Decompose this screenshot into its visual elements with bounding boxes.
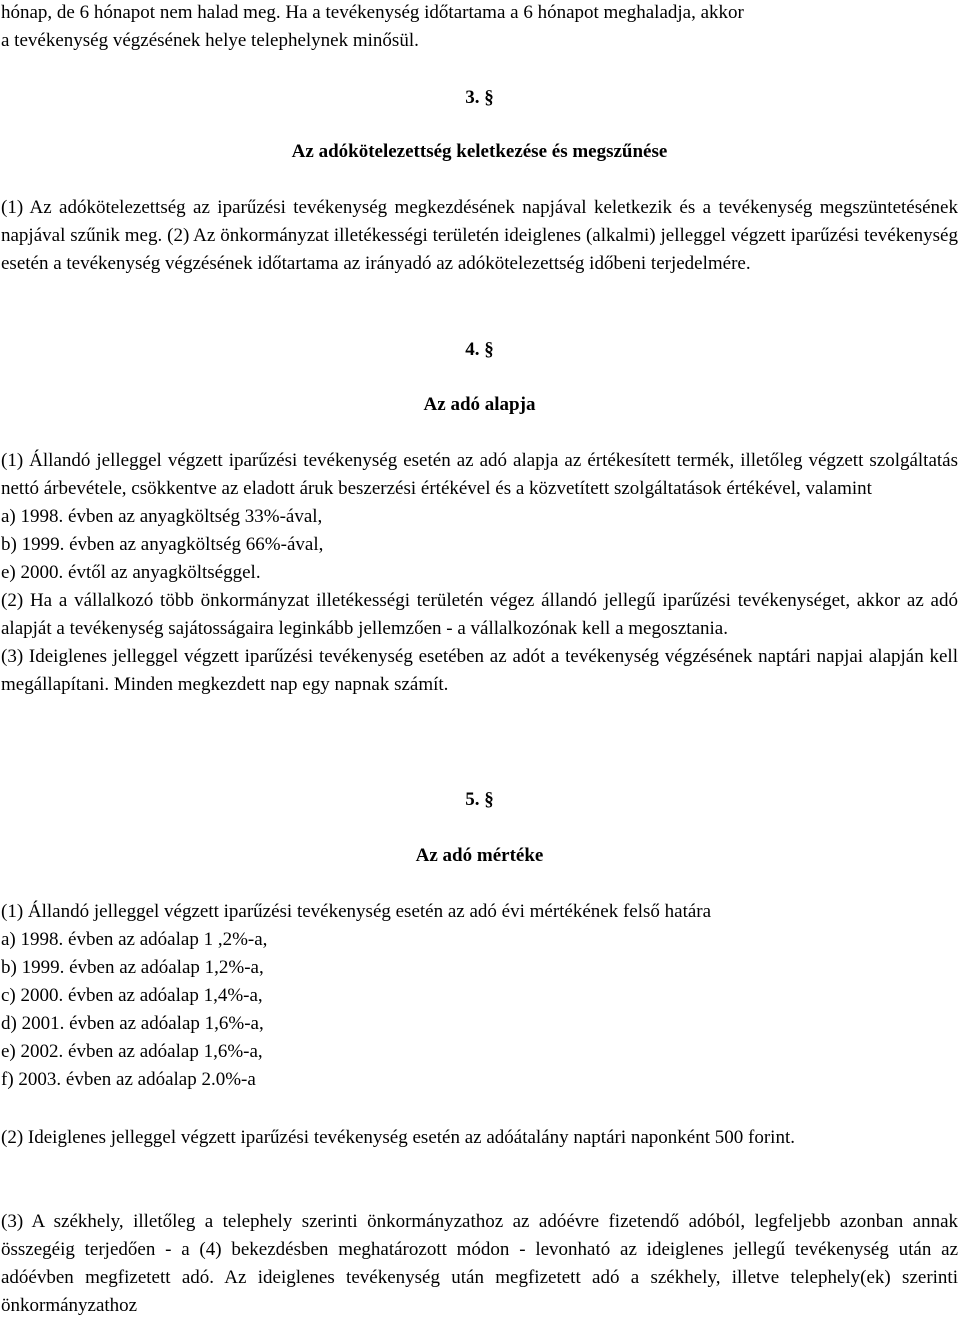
section-5-item-a: a) 1998. évben az adóalap 1 ,2%-a, bbox=[1, 929, 268, 950]
section-5-item-f: f) 2003. évben az adóalap 2.0%-a bbox=[1, 1069, 256, 1090]
section-3-title: Az adókötelezettség keletkezése és megszűnése bbox=[291, 141, 668, 162]
intro-line-1: hónap, de 6 hónapot nem halad meg. Ha a tevékenység időtartama a 6 hónapot meghaladja, akkor bbox=[1, 2, 744, 23]
section-3-paragraph bbox=[1, 194, 958, 278]
section-5-item-d: d) 2001. évben az adóalap 1,6%-a, bbox=[1, 1013, 264, 1034]
intro-line-2: a tevékenység végzésének helye telephelynek minősül. bbox=[1, 30, 419, 51]
section-4-body bbox=[1, 447, 958, 699]
section-4-item-a: a) 1998. évben az anyagköltség 33%-ával, bbox=[1, 506, 323, 527]
section-3-number: 3. § bbox=[465, 87, 494, 108]
section-5-title: Az adó mértéke bbox=[415, 845, 544, 866]
section-4-number: 4. § bbox=[465, 339, 494, 360]
section-5-paragraph-3-block bbox=[1, 1208, 958, 1320]
section-4-title: Az adó alapja bbox=[423, 394, 536, 415]
section-5-paragraph-3: (3) A székhely, illetőleg a telephely szerinti önkormányzathoz az adóévre fizetendő adóból, legfeljebb azonban annak összegéig terjedően - a (4) bekezdésben meghatározott módon - levonható az ideiglenes jellegű tevékenység után az adóévben megfizetett adó. Az ideiglenes tevékenység után megfizetett adó a székhely, illetve telephely(ek) szerinti önkormányzathoz bbox=[1, 1211, 958, 1316]
section-4-item-e: e) 2000. évtől az anyagköltséggel. bbox=[1, 562, 261, 583]
section-4-item-b: b) 1999. évben az anyagköltség 66%-ával, bbox=[1, 534, 324, 555]
section-5-item-c: c) 2000. évben az adóalap 1,4%-a, bbox=[1, 985, 263, 1006]
section-5-paragraph-2-block bbox=[1, 1124, 958, 1152]
section-4-paragraph-3: (3) Ideiglenes jelleggel végzett iparűzési tevékenység esetében az adót a tevékenység végzésének naptári napjai alapján kell megállapítani. Minden megkezdett nap egy napnak számít. bbox=[1, 646, 958, 695]
section-4-paragraph-1: (1) Állandó jelleggel végzett iparűzési tevékenység esetén az adó alapja az értékesített termék, illetőleg végzett szolgáltatás nettó árbevétele, csökkentve az eladott áruk beszerzési értékével és a közvetített szolgáltatások értékével, valamint bbox=[1, 450, 958, 499]
section-5-item-e: e) 2002. évben az adóalap 1,6%-a, bbox=[1, 1041, 263, 1062]
section-4-paragraph-2: (2) Ha a vállalkozó több önkormányzat illetékességi területén végez állandó jellegű iparűzési tevékenységet, akkor az adó alapját a tevékenység sajátosságaira leginkább jellemzően - a vállalkozónak kell a megosztania. bbox=[1, 590, 958, 639]
section-5-number: 5. § bbox=[465, 789, 494, 810]
intro-text bbox=[1, 0, 958, 55]
section-5-paragraph-2: (2) Ideiglenes jelleggel végzett iparűzési tevékenység esetén az adóátalány naptári naponként 500 forint. bbox=[1, 1127, 795, 1148]
section-3-text: (1) Az adókötelezettség az iparűzési tevékenység megkezdésének napjával keletkezik és a tevékenység megszüntetésének napjával szűnik meg. (2) Az önkormányzat illetékességi területén ideiglenes (alkalmi) jelleggel végzett iparűzési tevékenység esetén a tevékenység végzésének időtartama az irányadó az adókötelezettség időbeni terjedelmére. bbox=[1, 197, 958, 274]
section-5-paragraph-1: (1) Állandó jelleggel végzett iparűzési tevékenység esetén az adó évi mértékének felső határa bbox=[1, 901, 712, 922]
section-5-item-b: b) 1999. évben az adóalap 1,2%-a, bbox=[1, 957, 264, 978]
section-5-body bbox=[1, 898, 958, 1094]
